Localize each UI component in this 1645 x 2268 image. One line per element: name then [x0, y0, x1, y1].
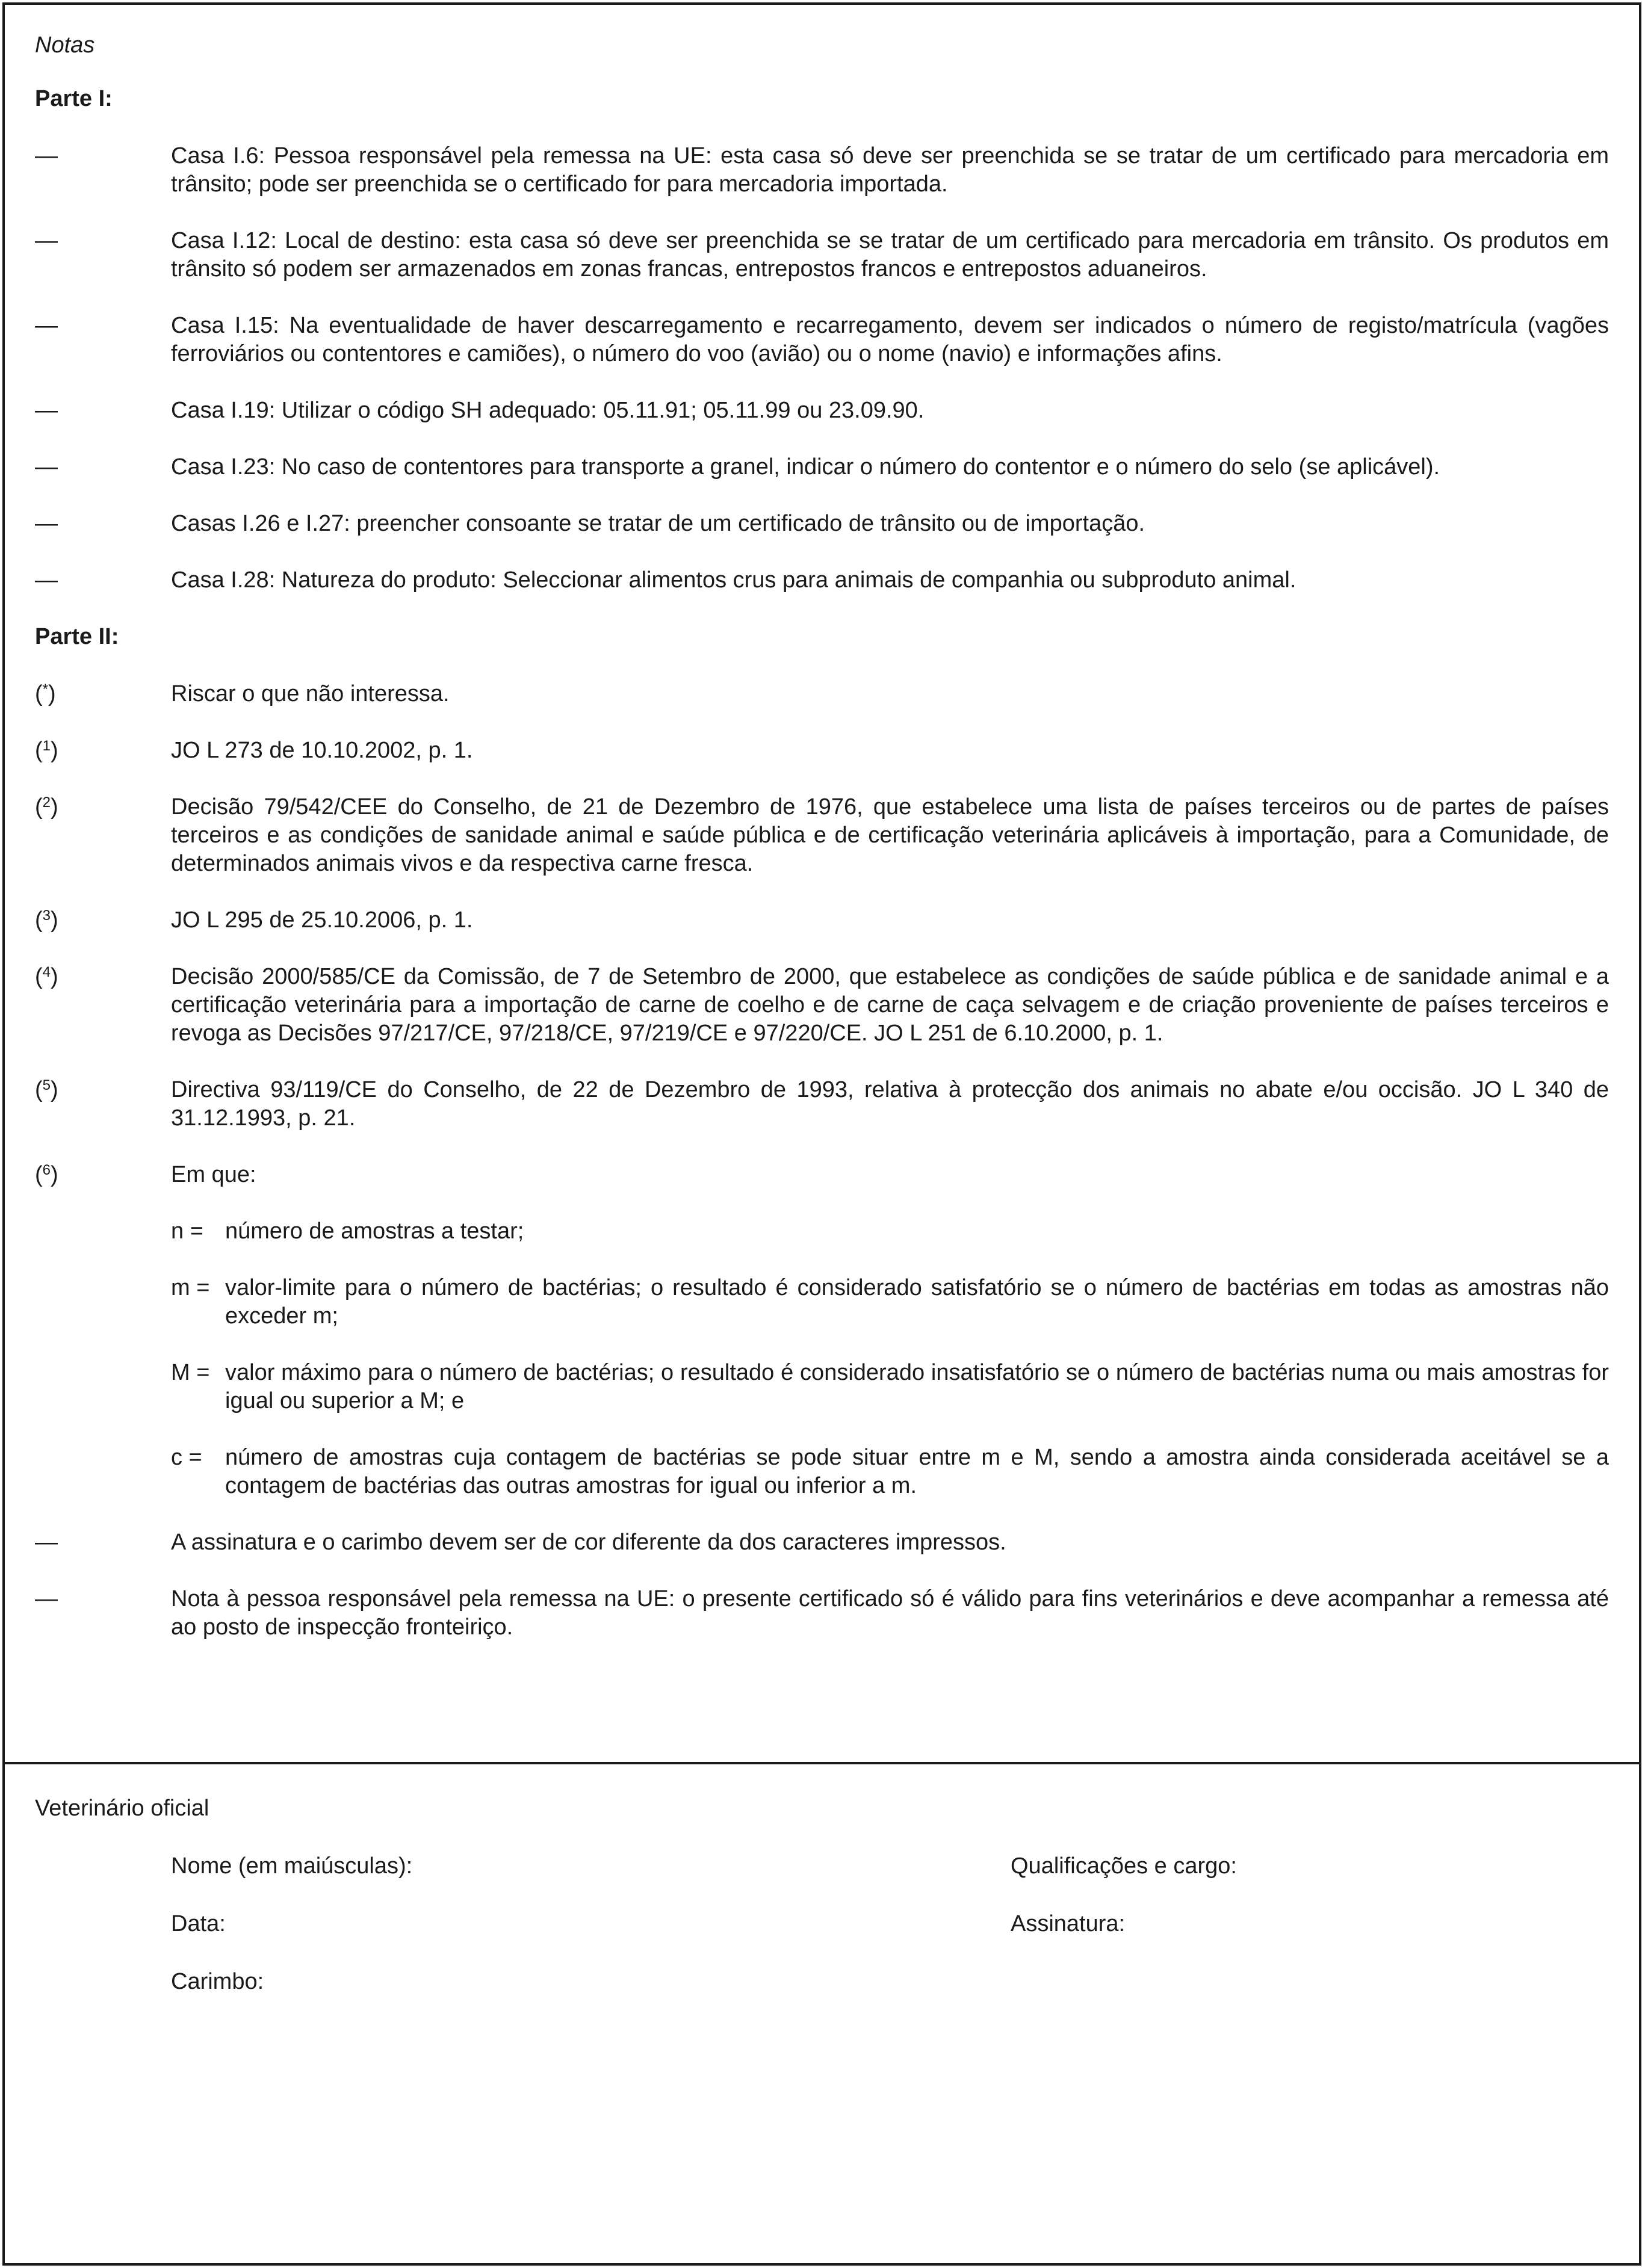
footnote-item — [35, 680, 1609, 708]
footnote-text: Riscar o que não interessa. — [171, 681, 450, 706]
footnote-item — [35, 1161, 1609, 1189]
qualifications-label: Qualificações e cargo: — [1011, 1853, 1237, 1879]
note-item — [35, 227, 1609, 283]
footnote-marker-symbol: 5 — [42, 1077, 51, 1093]
note-item — [35, 1528, 1609, 1557]
dash-marker: — — [35, 398, 58, 423]
footnote-marker-symbol: 2 — [42, 794, 51, 811]
footnote-marker — [35, 1161, 171, 1189]
definition-item — [171, 1274, 1609, 1330]
footnote-text: JO L 273 de 10.10.2002, p. 1. — [171, 738, 473, 763]
footnote-marker-open: ( — [35, 1162, 43, 1187]
footnote-marker-symbol: 3 — [42, 907, 51, 924]
footnote-item — [35, 793, 1609, 878]
definition-text: número de amostras a testar; — [225, 1219, 524, 1244]
dash-marker: — — [35, 1586, 58, 1611]
note-text: Casa I.19: Utilizar o código SH adequado: 05.11.91; 05.11.99 ou 23.09.90. — [171, 398, 925, 423]
footnote-text: Decisão 79/542/CEE do Conselho, de 21 de Dezembro de 1976, que estabelece uma lista de países terceiros ou de partes de países terceiros e as condições de sanidade animal e saúde pública e de certificação veterinária aplicáveis à importação, para a Comunidade, de determinados animais vivos e da respectiva carne fresca. — [171, 794, 1609, 876]
footnote-marker — [35, 680, 171, 708]
dash-marker: — — [35, 228, 58, 253]
definition-item — [171, 1359, 1609, 1415]
footnote-marker-open: ( — [35, 964, 43, 989]
footnote-marker-open: ( — [35, 907, 43, 933]
note-text: Casa I.6: Pessoa responsável pela remessa na UE: esta casa só deve ser preenchida se se tratar de um certificado para mercadoria em trânsito; pode ser preenchida se o certificado for para mercadoria importada. — [171, 143, 1609, 197]
note-item — [35, 510, 1609, 538]
note-text: Casas I.26 e I.27: preencher consoante se tratar de um certificado de trânsito ou de importação. — [171, 511, 1145, 536]
footnote-item — [35, 906, 1609, 935]
definition-term: n = — [171, 1219, 203, 1244]
note-text: Casa I.15: Na eventualidade de haver descarregamento e recarregamento, devem ser indicados o número de registo/matrícula (vagões ferroviários ou contentores e camiões), o número do voo (avião) ou o nome (navio) e informações afins. — [171, 313, 1609, 366]
footnote-marker-open: ( — [35, 794, 43, 820]
dash-marker: — — [35, 313, 58, 338]
definition-term: m = — [171, 1275, 210, 1300]
footnote-marker-open: ( — [35, 681, 43, 706]
footnote-marker-symbol: 6 — [42, 1162, 51, 1178]
definition-text: valor máximo para o número de bactérias; o resultado é considerado insatisfatório se o número de bactérias numa ou mais amostras for igual ou superior a M; e — [225, 1360, 1609, 1414]
note-item — [35, 566, 1609, 595]
definition-item — [171, 1444, 1609, 1500]
footnote-text: Decisão 2000/585/CE da Comissão, de 7 de Setembro de 2000, que estabelece as condições de saúde pública e de sanidade animal e a certificação veterinária para a importação de carne de coelho e de carne de caça selvagem e de criação proveniente de países terceiros e revoga as Decisões 97/217/CE, 97/218/CE, 97/219/CE e 97/220/CE. JO L 251 de 6.10.2000, p. 1. — [171, 964, 1609, 1046]
veterinarian-title: Veterinário oficial — [35, 1796, 209, 1821]
note-text: Nota à pessoa responsável pela remessa na UE: o presente certificado só é válido para fins veterinários e deve acompanhar a remessa até ao posto de inspecção fronteiriço. — [171, 1586, 1609, 1640]
footnote-marker-close: ) — [51, 907, 58, 933]
note-text: A assinatura e o carimbo devem ser de cor diferente da dos caracteres impressos. — [171, 1530, 1006, 1555]
part-1-heading: Parte I: — [35, 86, 113, 111]
footnote-marker-close: ) — [51, 964, 58, 989]
veterinarian-row — [171, 1968, 1609, 1996]
note-text: Casa I.28: Natureza do produto: Seleccionar alimentos crus para animais de companhia ou subproduto animal. — [171, 567, 1296, 593]
note-item — [35, 1585, 1609, 1642]
footnote-item — [35, 963, 1609, 1048]
part-2-heading: Parte II: — [35, 624, 119, 649]
veterinarian-row — [171, 1852, 1609, 1880]
footnote-text: Em que: — [171, 1162, 256, 1187]
note-item — [35, 312, 1609, 368]
footnote-marker-symbol: 4 — [42, 964, 51, 980]
footnote-text: Directiva 93/119/CE do Conselho, de 22 de Dezembro de 1993, relativa à protecção dos animais no abate e/ou occisão. JO L 340 de 31.12.1993, p. 21. — [171, 1077, 1609, 1131]
dash-marker: — — [35, 567, 58, 593]
footnote-item — [35, 737, 1609, 765]
footnote-marker-open: ( — [35, 1077, 43, 1102]
notes-section — [5, 5, 1639, 1764]
date-label: Data: — [171, 1911, 226, 1936]
dash-marker: — — [35, 143, 58, 168]
footnote-marker-close: ) — [51, 1162, 58, 1187]
footnote-marker-symbol: 1 — [42, 738, 51, 754]
footnote-marker — [35, 737, 171, 765]
note-item — [35, 453, 1609, 481]
official-veterinarian-section — [5, 1764, 1639, 2263]
footnote-marker-open: ( — [35, 738, 43, 763]
note-item — [35, 142, 1609, 199]
certificate-frame — [2, 2, 1641, 2266]
note-text: Casa I.23: No caso de contentores para transporte a granel, indicar o número do contentor e o número do selo (se aplicável). — [171, 454, 1440, 480]
footnote-marker — [35, 793, 171, 878]
footnote-marker-symbol: * — [42, 681, 48, 697]
note-item — [35, 397, 1609, 425]
definition-term: c = — [171, 1445, 202, 1470]
definition-item — [171, 1217, 1609, 1246]
footnote-marker — [35, 963, 171, 1048]
footnote-marker — [35, 906, 171, 935]
note-text: Casa I.12: Local de destino: esta casa só deve ser preenchida se se tratar de um certificado para mercadoria em trânsito. Os produtos em trânsito só podem ser armazenados em zonas francas, entrepostos francos e entrepostos aduaneiros. — [171, 228, 1609, 282]
footnote-marker-close: ) — [51, 794, 58, 820]
stamp-label: Carimbo: — [171, 1969, 264, 1994]
dash-marker: — — [35, 511, 58, 536]
footnote-marker-close: ) — [51, 738, 58, 763]
veterinarian-row — [171, 1910, 1609, 1938]
footnote-marker-close: ) — [51, 1077, 58, 1102]
notes-title: Notas — [35, 32, 95, 58]
definition-text: número de amostras cuja contagem de bactérias se pode situar entre m e M, sendo a amostra ainda considerada aceitável se a contagem de bactérias das outras amostras for igual ou inferior a m. — [225, 1445, 1609, 1498]
definition-text: valor-limite para o número de bactérias; o resultado é considerado satisfatório se o número de bactérias em todas as amostras não exceder m; — [225, 1275, 1609, 1329]
signature-label: Assinatura: — [1011, 1911, 1126, 1936]
definition-term: M = — [171, 1360, 210, 1385]
dash-marker: — — [35, 454, 58, 480]
footnote-marker-close: ) — [48, 681, 56, 706]
footnote-text: JO L 295 de 25.10.2006, p. 1. — [171, 907, 473, 933]
footnote-marker — [35, 1076, 171, 1132]
definitions-list — [171, 1217, 1609, 1500]
dash-marker: — — [35, 1530, 58, 1555]
footnote-item — [35, 1076, 1609, 1132]
name-label: Nome (em maiúsculas): — [171, 1853, 413, 1879]
